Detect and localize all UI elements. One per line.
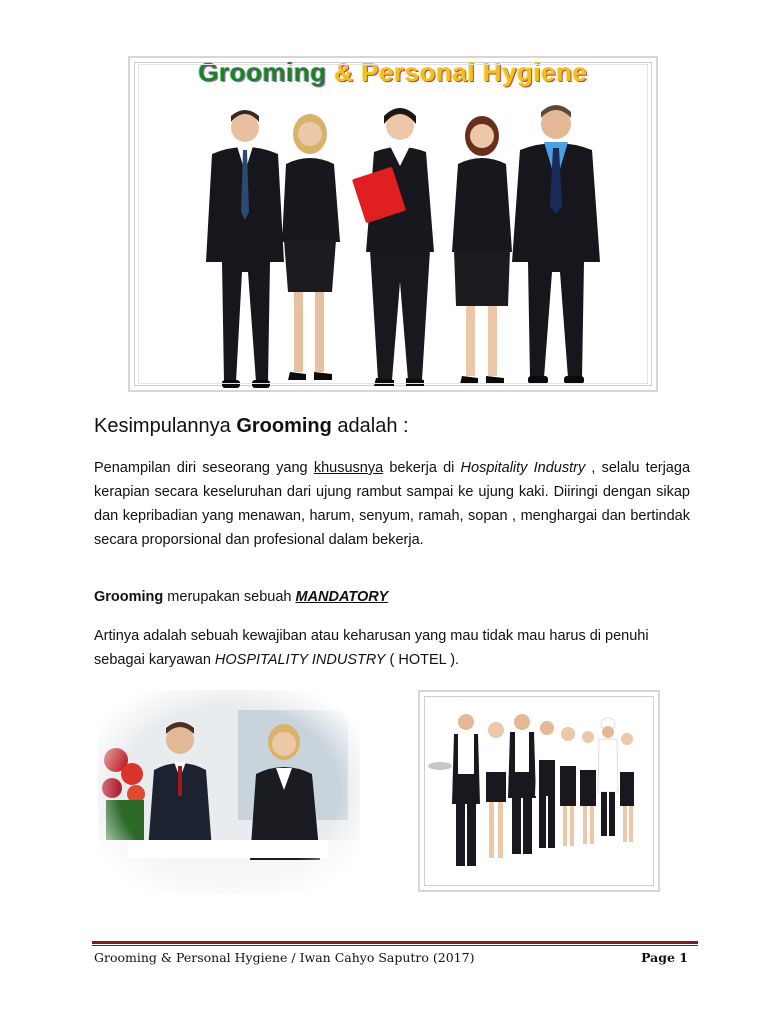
reception-photo: [98, 690, 360, 894]
reception-illustration: [98, 690, 360, 894]
hotel-staff-illustration: [420, 692, 658, 890]
business-people-illustration: [190, 102, 610, 447]
para1-text-3: , selalu terjaga kerapian secara keseluruhan dari ujung rambut sampai ke ujung kaki. Diiringi dengan sikap dan kepribadian yang menawan, harum, senyum, ramah, sopan , menghargai dan bertindak secara proporsional dan profesional dalam bekerja.: [94, 460, 691, 548]
para3-text-2: ( HOTEL ).: [385, 652, 460, 668]
definition-paragraph: [94, 456, 690, 552]
heading-bold-word: Grooming: [236, 415, 332, 437]
banner-title-part-a: Grooming: [198, 57, 327, 87]
footer-rule-thick: [92, 941, 698, 944]
para1-text-1: Penampilan diri seseorang yang: [94, 460, 314, 476]
person-man-right: [512, 105, 600, 384]
conclusion-heading: [94, 415, 409, 438]
para1-underlined: khususnya: [313, 460, 384, 476]
meaning-paragraph: [94, 624, 694, 672]
top-figure-frame: [128, 56, 658, 392]
mandatory-line: [94, 589, 388, 605]
person-man-left: [206, 110, 284, 388]
para1-text-2: bekerja di: [383, 460, 461, 476]
banner-title-part-b: & Personal Hygiene: [326, 57, 588, 87]
footer-rule-thin: [92, 945, 698, 946]
para1-italic: Hospitality Industry: [460, 460, 586, 476]
line2-middle: merupakan sebuah: [163, 589, 296, 605]
hotel-staff-photo: [418, 690, 660, 892]
line2-bold: Grooming: [94, 589, 164, 605]
person-woman-blonde: [282, 114, 340, 380]
page-number: Page 1: [641, 950, 688, 965]
para3-text-1: Artinya adalah sebuah kewajiban atau keharusan yang mau tidak mau harus di penuhi sebagai karyawan: [94, 628, 649, 668]
footer-citation: Grooming & Personal Hygiene / Iwan Cahyo Saputro (2017): [94, 950, 475, 965]
person-woman-red-folder: [352, 108, 434, 386]
banner-title: [130, 58, 656, 86]
person-woman-brunette: [452, 116, 512, 384]
staff-row: [428, 714, 636, 866]
heading-prefix: Kesimpulannya: [94, 415, 237, 437]
heading-suffix: adalah :: [331, 415, 409, 437]
mandatory-word: MANDATORY: [295, 589, 389, 605]
para3-italic: HOSPITALITY INDUSTRY: [214, 652, 386, 668]
